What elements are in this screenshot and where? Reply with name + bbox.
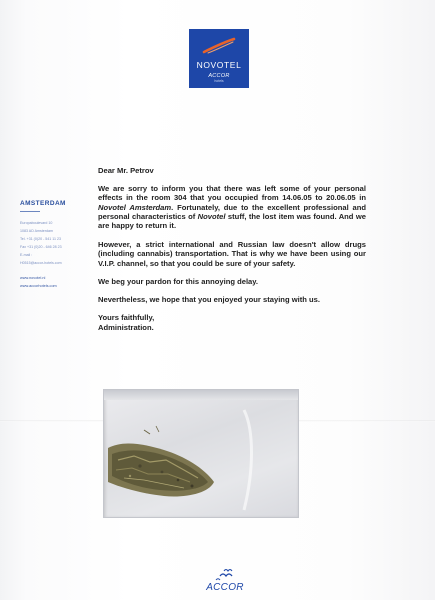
- plastic-bag-image: [103, 389, 299, 518]
- paragraph-lost-item: We are sorry to inform you that there was left some of your personal effects in the room 304 that you occupied from 14.06.05 to 20.06.05 in Novotel Amsterdam. Fortunately, due to the excellent professional and personal characteristics of Novotel stuff, the lost item was found. And we are happy to return it.: [98, 183, 366, 231]
- bag-contents-icon: [104, 390, 298, 517]
- hotel-address-column: [20, 200, 90, 290]
- address-divider: [20, 211, 40, 212]
- address-line: Europaboulevard 10: [20, 221, 53, 225]
- website-link[interactable]: www.novotel.nl: [20, 275, 46, 280]
- logo-brand-name: NOVOTEL: [196, 60, 242, 70]
- email-address: H0515@accor-hotels.com: [20, 261, 62, 266]
- brand-name: Novotel: [197, 212, 226, 222]
- fax-line: Fax +31 (0)20 - 646 28 23: [20, 245, 62, 250]
- logo-group-sub: hotels: [214, 79, 224, 83]
- phone-line: Tel. +31 (0)20 - 541 11 23: [20, 237, 61, 242]
- hotel-name: Novotel Amsterdam: [98, 202, 172, 212]
- address-line: 1083 AD Amsterdam: [20, 229, 53, 234]
- email-label: E-mail :: [20, 253, 33, 258]
- logo-group-name: ACCOR: [208, 73, 230, 79]
- closing-line: Yours faithfully,: [98, 313, 155, 323]
- signature-line: Administration.: [98, 322, 154, 332]
- paragraph-hope: Nevertheless, we hope that you enjoyed your staying with us.: [98, 295, 320, 305]
- website-link[interactable]: www.accorhotels.com: [20, 283, 57, 288]
- paragraph-apology: We beg your pardon for this annoying delay.: [98, 276, 259, 286]
- accor-footer-text: ACCOR: [206, 582, 244, 593]
- salutation: Dear Mr. Petrov: [98, 166, 154, 175]
- accor-footer-logo: [200, 566, 250, 596]
- paragraph-law: However, a strict international and Russian law doesn't allow drugs (including cannabis) transportation. That is why we have been using our V.I.P. channel, so that you could be sure of your safety.: [98, 239, 366, 268]
- letter-body: [98, 166, 366, 332]
- novotel-logo: [189, 29, 249, 88]
- novotel-swoosh-icon: [202, 37, 236, 55]
- hotel-city: AMSTERDAM: [20, 200, 66, 207]
